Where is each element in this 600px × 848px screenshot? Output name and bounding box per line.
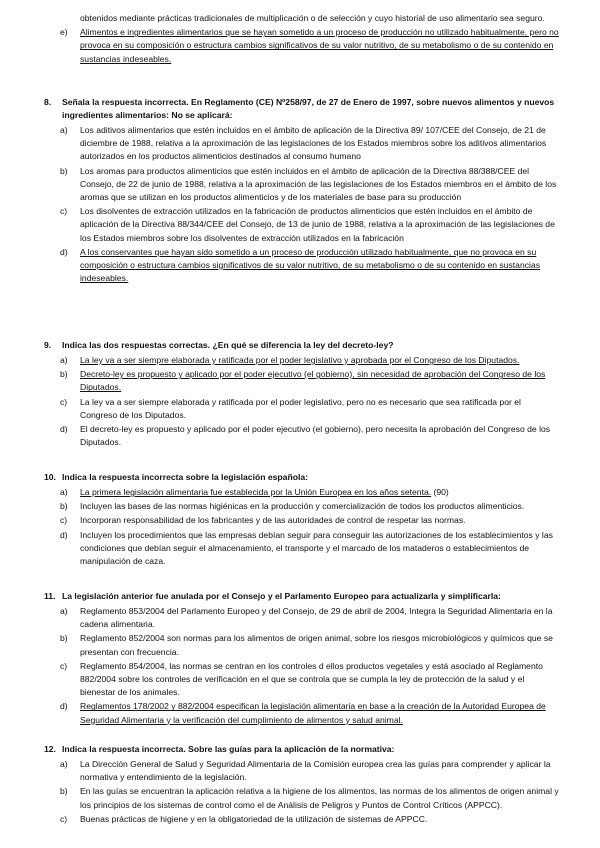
question-heading [0, 96, 600, 122]
question-8 [0, 96, 600, 286]
option-a [0, 486, 600, 499]
option-c [0, 514, 600, 527]
option-letter: d) [60, 424, 68, 435]
option-text: Reglamento 853/2004 del Parlamento Europeo y del Consejo, de 29 de abril de 2004, Integra la Seguridad Alimentaria en la cadena alimentaria. [80, 606, 553, 630]
question-11 [0, 590, 600, 728]
option-letter: c) [60, 206, 68, 217]
option-continuation [0, 12, 600, 25]
option-c [0, 205, 600, 245]
option-a [0, 758, 600, 784]
question-text: Señala la respuesta incorrecta. En Reglamento (CE) Nº258/97, de 27 de Enero de 1997, sobre nuevos alimentos y nuevos ingredientes alimentarios: No se aplicará: [62, 97, 555, 120]
option-c [0, 396, 600, 422]
question-text: La legislación anterior fue anulada por el Consejo y el Parlamento Europeo para actualizarla y simplificarla: [62, 591, 501, 601]
option-text: Los disolventes de extracción utilizados en la fabricación de productos alimenticios que estén incluidos en el ámbito de aplicación de la Directiva 88/344/CEE del Consejo, de 13 de junio de 1988, relativa a la aproximación de las legislaciones de los Estados miembros sobre los disolventes de extracción utilizados en la fabricación [80, 206, 555, 243]
option-text: Incorporan responsabilidad de los fabricantes y de las autoridades de control de respetar las normas. [80, 515, 466, 526]
option-text: Incluyen las bases de las normas higiénicas en la producción y comercialización de todos los productos alimenticios. [80, 501, 525, 512]
option-note: (90) [431, 487, 449, 497]
option-letter: c) [60, 660, 68, 671]
option-letter: d) [60, 246, 68, 257]
option-text: La Dirección General de Salud y Seguridad Alimentaria de la Comisión europea crea las guías para comprender y aplicar la normativa y entendimiento de la legislación. [80, 759, 551, 783]
question-number: 9. [44, 340, 52, 350]
question-text: Indica las dos respuestas correctas. ¿En qué se diferencia la ley del decreto-ley? [62, 340, 394, 350]
option-letter: c) [60, 396, 68, 407]
question-text: Indica la respuesta incorrecta. Sobre las guías para la aplicación de la normativa: [62, 744, 395, 754]
option-text: Buenas prácticas de higiene y en la obligatoriedad de la utilización de sistemas de APPCC. [80, 813, 428, 824]
option-text: Los aromas para productos alimenticios que estén incluidos en el ámbito de aplicación de la Directiva 88/388/CEE del Consejo, de 22 de junio de 1988, relativa a la aproximación de las legislaciones de los Estados miembros en el ámbito de los aromas que se utilizan en los productos alimenticios y de los materiales de base para su producción [80, 165, 557, 203]
option-letter: a) [60, 759, 68, 769]
option-text: Incluyen los procedimientos que las empresas debían seguir para conseguir las autorizaciones de los establecimientos y las condiciones que debían seguir el almacenamiento, el transporte y el marcado de los mataderos o establecimientos de manipulación de caza. [80, 529, 553, 567]
option-text: Decreto-ley es propuesto y aplicado por el poder ejecutivo (el gobierno), sin necesidad de aprobación del Congreso de los Diputados. [80, 369, 546, 393]
option-letter: c) [60, 813, 68, 824]
option-text: Reglamentos 178/2002 y 882/2004 especifican la legislación alimentaria en base a la creación de la Autoridad Europea de Seguridad Alimentaria y la verificación del cumplimiento de alimentos y salud animal. [80, 701, 546, 725]
option-text: La ley va a ser siempre elaborada y ratificada por el poder legislativo, pero no es necesario que sea ratificada por el Congreso de los Diputados. [80, 396, 521, 420]
option-letter: e) [60, 27, 68, 38]
option-text: A los conservantes que hayan sido sometido a un proceso de producción utilizado habitualmente, que no provoca en su composición o estructura cambios significativos de su valor nutritivo, de su metabolismo o de su contenido en sustancias indeseables. [80, 246, 541, 284]
option-b [0, 785, 600, 811]
option-letter: a) [60, 125, 68, 135]
option-text: La ley va a ser siempre elaborada y ratificada por el poder legislativo y aprobada por el Congreso de los Diputados. [80, 355, 520, 365]
option-letter: a) [60, 355, 68, 365]
option-letter: a) [60, 606, 68, 616]
option-letter: b) [60, 165, 68, 176]
question-heading [0, 471, 600, 484]
option-letter: a) [60, 487, 68, 497]
option-text: El decreto-ley es propuesto y aplicado por el poder ejecutivo (el gobierno), pero necesita la aprobación del Congreso de los Diputados. [80, 424, 551, 448]
option-d [0, 529, 600, 569]
question-number: 10. [44, 472, 56, 482]
option-d [0, 423, 600, 449]
option-c [0, 660, 600, 700]
option-d [0, 700, 600, 726]
option-letter: d) [60, 529, 68, 540]
option-b [0, 165, 600, 205]
question-heading [0, 339, 600, 352]
question-number: 11. [44, 591, 56, 601]
question-10 [0, 471, 600, 569]
option-b [0, 368, 600, 394]
option-letter: b) [60, 786, 68, 797]
option-text: Reglamento 854/2004, las normas se centran en los controles d ellos productos vegetales y está asociado al Reglamento 882/2004 sobre los controles de verificación en el que se controla que se cumpla la ley de protección de la salud y el bienestar de los animales. [80, 660, 543, 698]
question-number: 12. [44, 744, 56, 754]
option-text: Alimentos e ingredientes alimentarios que se hayan sometido a un proceso de producción no utilizado habitualmente, pero no provoca en su composición o estructura cambios significativos de su valor nutritivo, de su metabolismo o de su contenido en sustancias indeseables. [80, 27, 559, 64]
option-letter: b) [60, 633, 68, 644]
question-text: Indica la respuesta incorrecta sobre la legislación española: [62, 472, 308, 482]
option-text: La primera legislación alimentaria fue establecida por la Unión Europea en los años setenta. [80, 487, 432, 497]
question-number: 8. [44, 97, 52, 107]
question-heading [0, 590, 600, 603]
option-letter: d) [60, 701, 68, 712]
question-7-continuation [0, 12, 600, 67]
option-b [0, 500, 600, 513]
option-b [0, 632, 600, 658]
option-text: En las guías se encuentran la aplicación relativa a la higiene de los alimentos, las normas de los alimentos de origen animal y los principios de los sistemas de control como el de Análisis de Peligros y Puntos de Control Críticos (APPCC). [80, 786, 559, 810]
option-letter: c) [60, 515, 68, 526]
option-text: Reglamento 852/2004 son normas para los alimentos de origen animal, sobre los riesgos microbiológicos y químicos que se presentan con frecuencia. [80, 633, 553, 657]
option-a [0, 605, 600, 631]
option-e [0, 26, 600, 66]
option-c [0, 813, 600, 826]
option-a [0, 354, 600, 367]
option-text: obtenidos mediante prácticas tradicionales de multiplicación o de selección y cuyo historial de uso alimentario sea seguro. [80, 13, 545, 23]
option-d [0, 246, 600, 286]
option-letter: b) [60, 369, 68, 380]
question-12 [0, 743, 600, 827]
option-letter: b) [60, 501, 68, 512]
question-heading [0, 743, 600, 756]
option-a [0, 124, 600, 164]
option-text: Los aditivos alimentarios que estén incluidos en el ámbito de aplicación de la Directiva 89/ 107/CEE del Consejo, de 21 de diciembre de 1988, relativa a la aproximación de las legislaciones de los Estados miembros sobre los aditivos alimentarios autorizados en los productos alimenticios destinados al consumo humano [80, 125, 547, 162]
question-9 [0, 339, 600, 450]
